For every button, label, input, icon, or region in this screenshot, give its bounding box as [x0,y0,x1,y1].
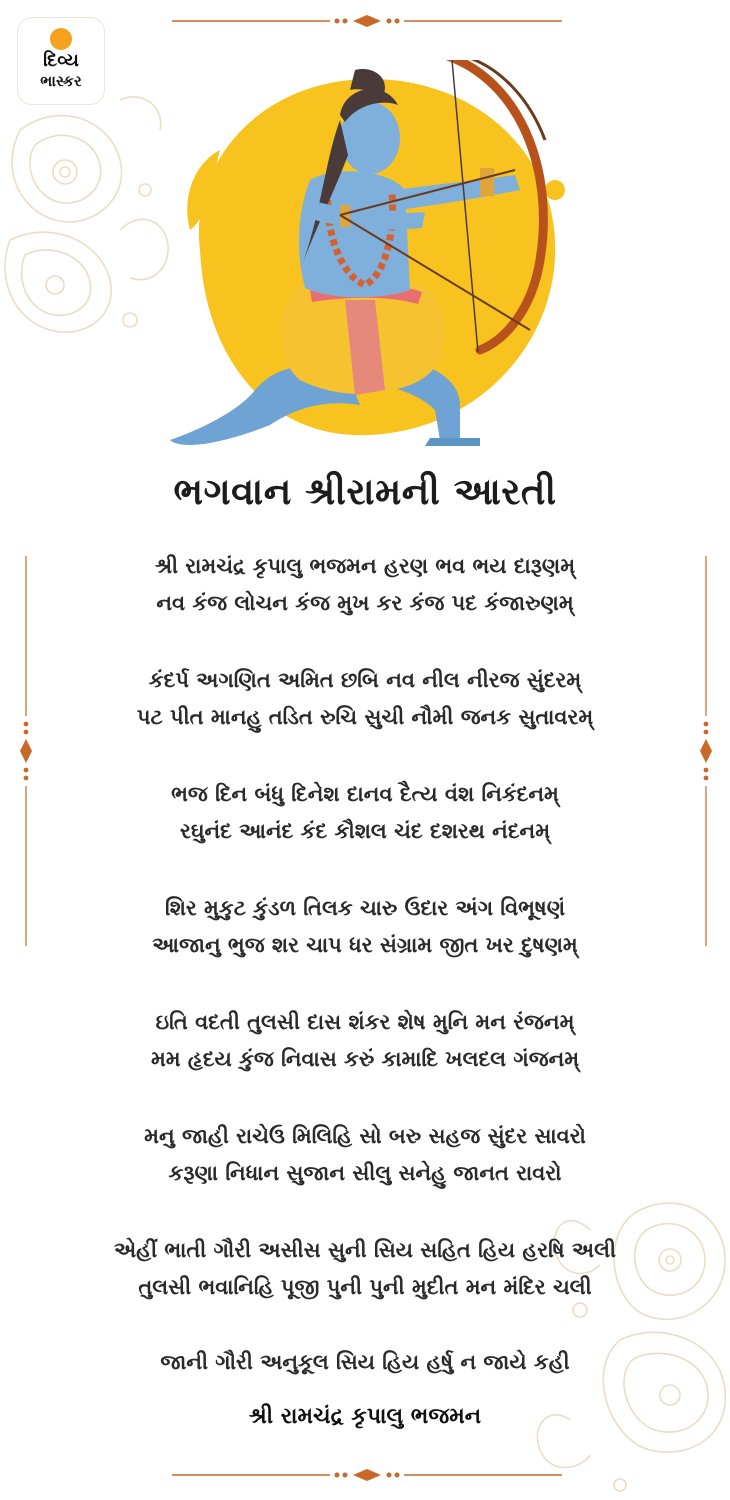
verse-line: કરૂણા નિધાન સુજાન સીલુ સનેહુ જાનત રાવરો [168,1161,562,1185]
stanza-4 [0,890,730,964]
top-ornament [172,14,562,28]
lord-rama-illustration [160,60,580,460]
aarti-verses [0,548,730,1346]
verse-line: ઇતિ વદતી તુલસી દાસ શંકર શેષ મુનિ મન રંજનમ્ [155,1010,575,1034]
verse-line: મમ હૃદય કુંજ નિવાસ કરું કામાદિ ખલદલ ગંજનમ્ [150,1047,580,1071]
stanza-1 [0,548,730,622]
verse-line: શિર મુકુટ કુંડળ તિલક ચારુ ઉદાર અંગ વિભૂષણં [164,896,566,920]
verse-line: આજાનુ ભુજ શર ચાપ ધર સંગ્રામ જીત ખર દુષણમ્ [152,933,578,957]
logo-sun-icon [50,28,72,50]
verse-line: પટ પીત માનહુ તડિત રુચિ સુચી નૌમી જનક સુતાવરમ્ [136,705,594,729]
stanza-5 [0,1004,730,1078]
verse-line: એહીં ભાતી ગૌરી અસીસ સુની સિય સહિત હિય હરષિ અલી [114,1238,616,1262]
page-title: ભગવાન શ્રીરામની આરતી [173,470,557,513]
logo-line-2: ભાસ્કર [40,72,82,90]
verse-line: તુલસી ભવાનિહિ પૂજી પુની પુની મુદીત મન મંદિર ચલી [138,1275,592,1299]
verse-line: નવ કંજ લોચન કંજ મુખ કર કંજ પદ કંજારુણમ્ [156,591,574,615]
verse-line: ભજ દિન બંધુ દિનેશ દાનવ દૈત્ય વંશ નિકંદનમ્ [171,782,559,806]
logo-line-1: દિવ્ય [43,50,79,71]
stanza-7 [0,1232,730,1306]
verse-line: રઘુનંદ આનંદ કંદ કૌશલ ચંદ દશરથ નંદનમ્ [179,819,551,843]
bottom-ornament [172,1468,562,1482]
verse-line: કંદર્પ અગણિત અમિત છબિ નવ નીલ નીરજ સુંદરમ્ [148,668,582,692]
mandala-decoration-top-left [0,90,170,360]
stanza-3 [0,776,730,850]
verse-line: શ્રી રામચંદ્ર કૃપાલુ ભજમન હરણ ભવ ભય દારૂણમ્ [154,554,576,578]
footer-refrain: શ્રી રામચંદ્ર કૃપાલુ ભજમન [248,1404,482,1429]
closing-line: જાની ગૌરી અનુકૂલ સિય હિય હર્ષુ ન જાયે કહી [160,1350,570,1374]
divya-bhaskar-logo[interactable] [18,18,104,104]
stanza-6 [0,1118,730,1192]
stanza-2 [0,662,730,736]
verse-line: મનુ જાહી રાચેઉ મિલિહિ સો બરુ સહજ સુંદર સાવરો [144,1124,586,1148]
